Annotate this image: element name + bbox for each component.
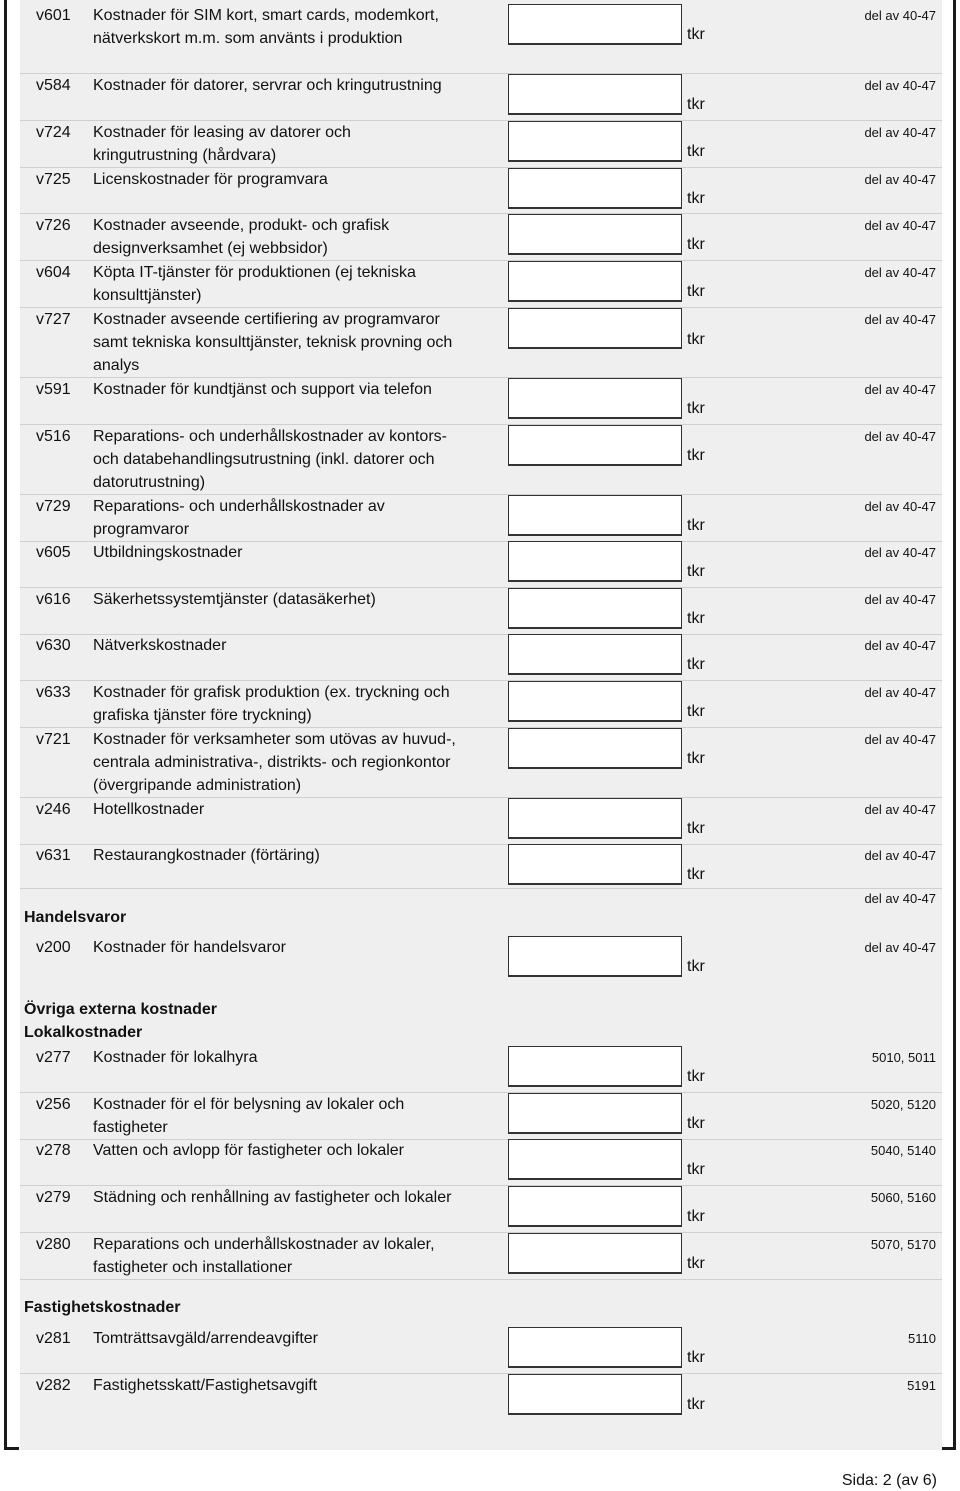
account-ref: 5060, 5160 [870, 1190, 936, 1205]
unit-label: tkr [687, 958, 705, 975]
cost-row-v591 [20, 378, 942, 425]
row-code: v724 [36, 124, 71, 141]
cost-row-v616 [20, 588, 942, 635]
row-description: Kostnader för lokalhyra [93, 1049, 258, 1066]
account-ref: 5040, 5140 [870, 1143, 936, 1158]
unit-label: tkr [687, 400, 705, 417]
account-ref: 5070, 5170 [870, 1237, 936, 1252]
amount-input-v282[interactable] [508, 1374, 682, 1415]
account-ref: del av 40-47 [864, 638, 936, 653]
amount-input-v601[interactable] [508, 4, 682, 45]
unit-label: tkr [687, 143, 705, 160]
frame-right-border [953, 0, 956, 1450]
amount-input-v246[interactable] [508, 798, 682, 839]
row-code: v604 [36, 264, 71, 281]
row-description: Säkerhetssystemtjänster (datasäkerhet) [93, 591, 376, 608]
row-description: Kostnader för leasing av datorer och kringutrustning (hårdvara) [93, 124, 351, 164]
row-code: v256 [36, 1096, 71, 1113]
cost-row-v729 [20, 495, 942, 542]
account-ref: del av 40-47 [864, 265, 936, 280]
frame-bottom-left-tick [4, 1447, 19, 1450]
cost-row-v726 [20, 214, 942, 261]
cost-row-v279 [20, 1186, 942, 1233]
unit-label: tkr [687, 236, 705, 253]
amount-input-v584[interactable] [508, 74, 682, 115]
cost-row-v256 [20, 1093, 942, 1140]
row-description: Tomträttsavgäld/arrendeavgifter [93, 1330, 318, 1347]
account-ref: 5020, 5120 [870, 1097, 936, 1112]
account-ref: del av 40-47 [864, 172, 936, 187]
amount-input-v727[interactable] [508, 308, 682, 349]
amount-input-v631[interactable] [508, 844, 682, 885]
unit-label: tkr [687, 1349, 705, 1366]
amount-input-v616[interactable] [508, 588, 682, 629]
amount-input-v278[interactable] [508, 1139, 682, 1180]
amount-input-v277[interactable] [508, 1046, 682, 1087]
account-ref: 5010, 5011 [871, 1050, 936, 1065]
row-description: Restaurangkostnader (förtäring) [93, 847, 320, 864]
account-ref: del av 40-47 [864, 312, 936, 327]
account-ref: del av 40-47 [864, 218, 936, 233]
row-code: v282 [36, 1377, 71, 1394]
account-ref: del av 40-47 [864, 940, 936, 955]
cost-row-v725 [20, 168, 942, 214]
row-description: Utbildningskostnader [93, 544, 243, 561]
row-description: Licenskostnader för programvara [93, 171, 328, 188]
amount-input-v724[interactable] [508, 121, 682, 162]
amount-input-v725[interactable] [508, 168, 682, 209]
amount-input-v279[interactable] [508, 1186, 682, 1227]
section-heading-fastighetskostnader: Fastighetskostnader [24, 1299, 181, 1316]
amount-input-v516[interactable] [508, 425, 682, 466]
row-description: Hotellkostnader [93, 801, 205, 818]
row-code: v246 [36, 801, 71, 818]
unit-label: tkr [687, 750, 705, 767]
row-code: v279 [36, 1189, 71, 1206]
unit-label: tkr [687, 190, 705, 207]
page-number: Sida: 2 (av 6) [841, 1472, 937, 1489]
unit-label: tkr [687, 1161, 705, 1178]
unit-label: tkr [687, 703, 705, 720]
account-ref: del av 40-47 [864, 78, 936, 93]
row-code: v631 [36, 847, 71, 864]
cost-row-v277 [20, 1046, 942, 1093]
row-description: Fastighetsskatt/Fastighetsavgift [93, 1377, 318, 1394]
cost-row-v727 [20, 308, 942, 378]
row-description: Städning och renhållning av fastigheter och lokaler [93, 1189, 452, 1206]
account-ref: del av 40-47 [864, 382, 936, 397]
unit-label: tkr [687, 563, 705, 580]
amount-input-v721[interactable] [508, 728, 682, 769]
cost-row-v246 [20, 798, 942, 845]
row-code: v584 [36, 77, 71, 94]
cost-row-v280 [20, 1233, 942, 1280]
unit-label: tkr [687, 331, 705, 348]
row-code: v630 [36, 637, 71, 654]
unit-label: tkr [687, 1396, 705, 1413]
account-ref: del av 40-47 [864, 429, 936, 444]
unit-label: tkr [687, 447, 705, 464]
account-ref: del av 40-47 [864, 802, 936, 817]
account-ref: del av 40-47 [864, 732, 936, 747]
cost-row-v584 [20, 74, 942, 121]
row-code: v616 [36, 591, 71, 608]
row-code: v591 [36, 381, 71, 398]
account-ref: del av 40-47 [864, 125, 936, 140]
cost-row-v516 [20, 425, 942, 495]
account-ref: del av 40-47 [864, 685, 936, 700]
row-description: Kostnader för el för belysning av lokaler och fastigheter [93, 1096, 405, 1136]
account-ref: del av 40-47 [864, 545, 936, 560]
cost-row-v278 [20, 1139, 942, 1186]
amount-input-v200[interactable] [508, 936, 682, 977]
cost-row-v605 [20, 541, 942, 588]
cost-row-v724 [20, 121, 942, 168]
unit-label: tkr [687, 1068, 705, 1085]
row-code: v729 [36, 498, 71, 515]
row-description: Kostnader för handelsvaror [93, 939, 286, 956]
amount-input-v256[interactable] [508, 1093, 682, 1134]
row-code: v277 [36, 1049, 71, 1066]
frame-left-border [4, 0, 7, 1450]
account-ref: 5110 [908, 1331, 936, 1346]
unit-label: tkr [687, 1115, 705, 1132]
row-description: Reparations och underhållskostnader av lokaler, fastigheter och installationer [93, 1236, 435, 1276]
unit-label: tkr [687, 26, 705, 43]
amount-input-v630[interactable] [508, 634, 682, 675]
amount-input-v726[interactable] [508, 214, 682, 255]
cost-row-v721 [20, 728, 942, 798]
unit-label: tkr [687, 1255, 705, 1272]
unit-label: tkr [687, 610, 705, 627]
row-description: Kostnader avseende certifiering av programvaror samt tekniska konsulttjänster, teknisk provning och analys [93, 311, 453, 374]
amount-input-v591[interactable] [508, 378, 682, 419]
row-description: Nätverkskostnader [93, 637, 227, 654]
cost-row-v633 [20, 681, 942, 728]
row-description: Köpta IT-tjänster för produktionen (ej tekniska konsulttjänster) [93, 264, 416, 304]
cost-row-v281 [20, 1327, 942, 1374]
row-code: v633 [36, 684, 71, 701]
amount-input-v633[interactable] [508, 681, 682, 722]
row-code: v721 [36, 731, 71, 748]
unit-label: tkr [687, 283, 705, 300]
amount-input-v280[interactable] [508, 1233, 682, 1274]
row-description: Kostnader för kundtjänst och support via telefon [93, 381, 432, 398]
account-ref: 5191 [907, 1378, 936, 1393]
row-code: v516 [36, 428, 71, 445]
row-code: v280 [36, 1236, 71, 1253]
cost-row-v601 [20, 4, 942, 74]
cost-row-v282 [20, 1374, 942, 1420]
unit-label: tkr [687, 656, 705, 673]
row-description: Kostnader för verksamheter som utövas av huvud-, centrala administrativa-, distrikts- och regionkontor (övergripande administration) [93, 731, 456, 794]
section-heading-lokalkostnader: Lokalkostnader [24, 1024, 143, 1041]
frame-bottom-right-tick [941, 1447, 956, 1450]
cost-row-v604 [20, 261, 942, 308]
row-code: v727 [36, 311, 71, 328]
row-description: Kostnader för datorer, servrar och kringutrustning [93, 77, 442, 94]
section-heading-handelsvaror: Handelsvaror [24, 909, 127, 926]
row-code: v200 [36, 939, 71, 956]
account-ref: del av 40-47 [864, 848, 936, 863]
row-code: v726 [36, 217, 71, 234]
unit-label: tkr [687, 1208, 705, 1225]
row-description: Vatten och avlopp för fastigheter och lokaler [93, 1142, 404, 1159]
unit-label: tkr [687, 820, 705, 837]
row-description: Kostnader för grafisk produktion (ex. tryckning och grafiska tjänster före tryckning) [93, 684, 450, 724]
row-code: v281 [36, 1330, 71, 1347]
row-code: v278 [36, 1142, 71, 1159]
amount-input-v729[interactable] [508, 495, 682, 536]
row-description: Kostnader avseende, produkt- och grafisk designverksamhet (ej webbsidor) [93, 217, 390, 257]
section-heading-ovriga-externa: Övriga externa kostnader [24, 1001, 217, 1018]
handelsvaror-account-ref: del av 40-47 [864, 891, 936, 906]
cost-row-v630 [20, 634, 942, 681]
amount-input-v605[interactable] [508, 541, 682, 582]
row-code: v605 [36, 544, 71, 561]
amount-input-v281[interactable] [508, 1327, 682, 1368]
amount-input-v604[interactable] [508, 261, 682, 302]
row-code: v601 [36, 7, 71, 24]
row-code: v725 [36, 171, 71, 188]
unit-label: tkr [687, 866, 705, 883]
cost-row-v631 [20, 844, 942, 889]
row-description: Reparations- och underhållskostnader av kontors- och databehandlingsutrustning (inkl. datorer och datorutrustning) [93, 428, 447, 491]
account-ref: del av 40-47 [864, 499, 936, 514]
account-ref: del av 40-47 [864, 8, 936, 23]
unit-label: tkr [687, 517, 705, 534]
row-description: Reparations- och underhållskostnader av programvaror [93, 498, 385, 538]
cost-row-v200 [20, 936, 942, 982]
row-description: Kostnader för SIM kort, smart cards, modemkort, nätverkskort m.m. som använts i produktion [93, 7, 439, 47]
unit-label: tkr [687, 96, 705, 113]
account-ref: del av 40-47 [864, 592, 936, 607]
